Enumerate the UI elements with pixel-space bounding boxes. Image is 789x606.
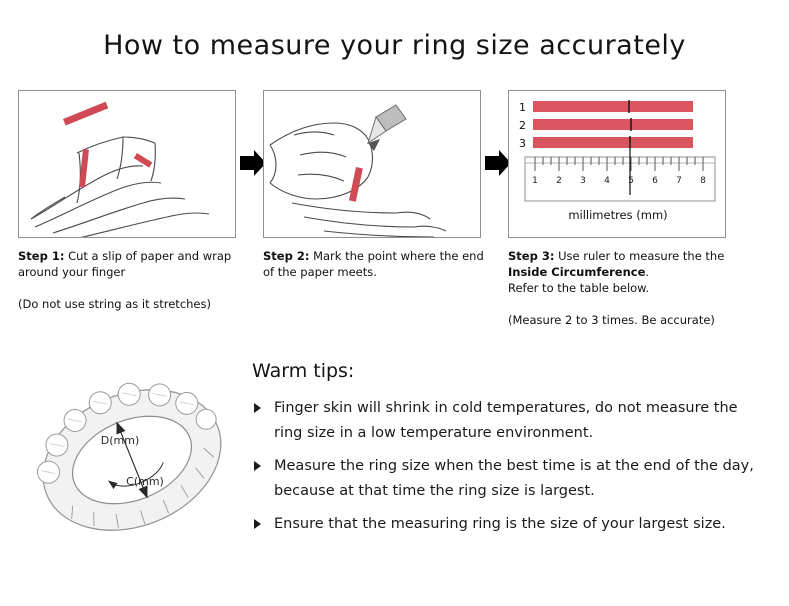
bullet-triangle-icon: [254, 461, 261, 471]
svg-text:7: 7: [676, 176, 682, 186]
svg-text:6: 6: [652, 176, 658, 186]
step-3-text: Use ruler to measure the the Inside Circumference. Refer to the table below.: [508, 249, 725, 295]
step-3: [508, 90, 728, 328]
step-3-illustration: [508, 90, 726, 238]
circumference-label: C(mm): [126, 475, 164, 488]
hand-marking-paper-drawing: [264, 91, 481, 238]
step-1-caption: [18, 248, 240, 280]
step-1-note: (Do not use string as it stretches): [18, 297, 211, 311]
ring-diagram: [20, 352, 245, 567]
step-2: [263, 90, 483, 297]
step-1-label: Step 1:: [18, 249, 65, 263]
step-3-note: (Measure 2 to 3 times. Be accurate): [508, 313, 715, 327]
tip-text-3: Ensure that the measuring ring is the size of your largest size.: [274, 516, 726, 532]
svg-text:2: 2: [556, 176, 562, 186]
svg-text:4: 4: [604, 176, 610, 186]
svg-text:1: 1: [519, 101, 526, 114]
svg-text:8: 8: [700, 176, 706, 186]
ruler: [525, 149, 715, 201]
ruler-caption: millimetres (mm): [568, 208, 668, 222]
diameter-label: D(mm): [100, 434, 140, 447]
warm-tips-title: Warm tips:: [252, 360, 355, 382]
step-1: [18, 90, 238, 312]
svg-text:5: 5: [628, 176, 634, 186]
tip-text-1: Finger skin will shrink in cold temperatures, do not measure the ring size in a low temperature environment.: [274, 400, 738, 441]
tip-text-2: Measure the ring size when the best time is at the end of the day, because at that time the ring size is largest.: [274, 458, 754, 499]
bullet-triangle-icon: [254, 519, 261, 529]
step-2-caption: [263, 248, 485, 280]
svg-text:1: 1: [532, 176, 538, 186]
svg-text:3: 3: [519, 137, 526, 150]
tip-item-3: [252, 512, 764, 537]
bullet-triangle-icon: [254, 403, 261, 413]
svg-text:2: 2: [519, 119, 526, 132]
page-title: How to measure your ring size accurately: [103, 30, 686, 61]
step-2-label: Step 2:: [263, 249, 310, 263]
steps-row: [18, 90, 773, 340]
step-2-text: Mark the point where the end of the paper meets.: [263, 249, 484, 279]
step-3-label: Step 3:: [508, 249, 555, 263]
paper-strips: [519, 100, 693, 150]
ruler-measuring-strips-drawing: [509, 91, 726, 238]
tip-item-1: [252, 396, 764, 446]
tip-item-2: [252, 454, 764, 504]
step-3-caption: [508, 248, 730, 296]
warm-tips-section: [252, 360, 772, 545]
step-1-illustration: [18, 90, 236, 238]
hand-with-paper-strip-drawing: [19, 91, 236, 238]
step-2-illustration: [263, 90, 481, 238]
step-1-text: Cut a slip of paper and wrap around your finger: [18, 249, 232, 279]
svg-text:3: 3: [580, 176, 586, 186]
